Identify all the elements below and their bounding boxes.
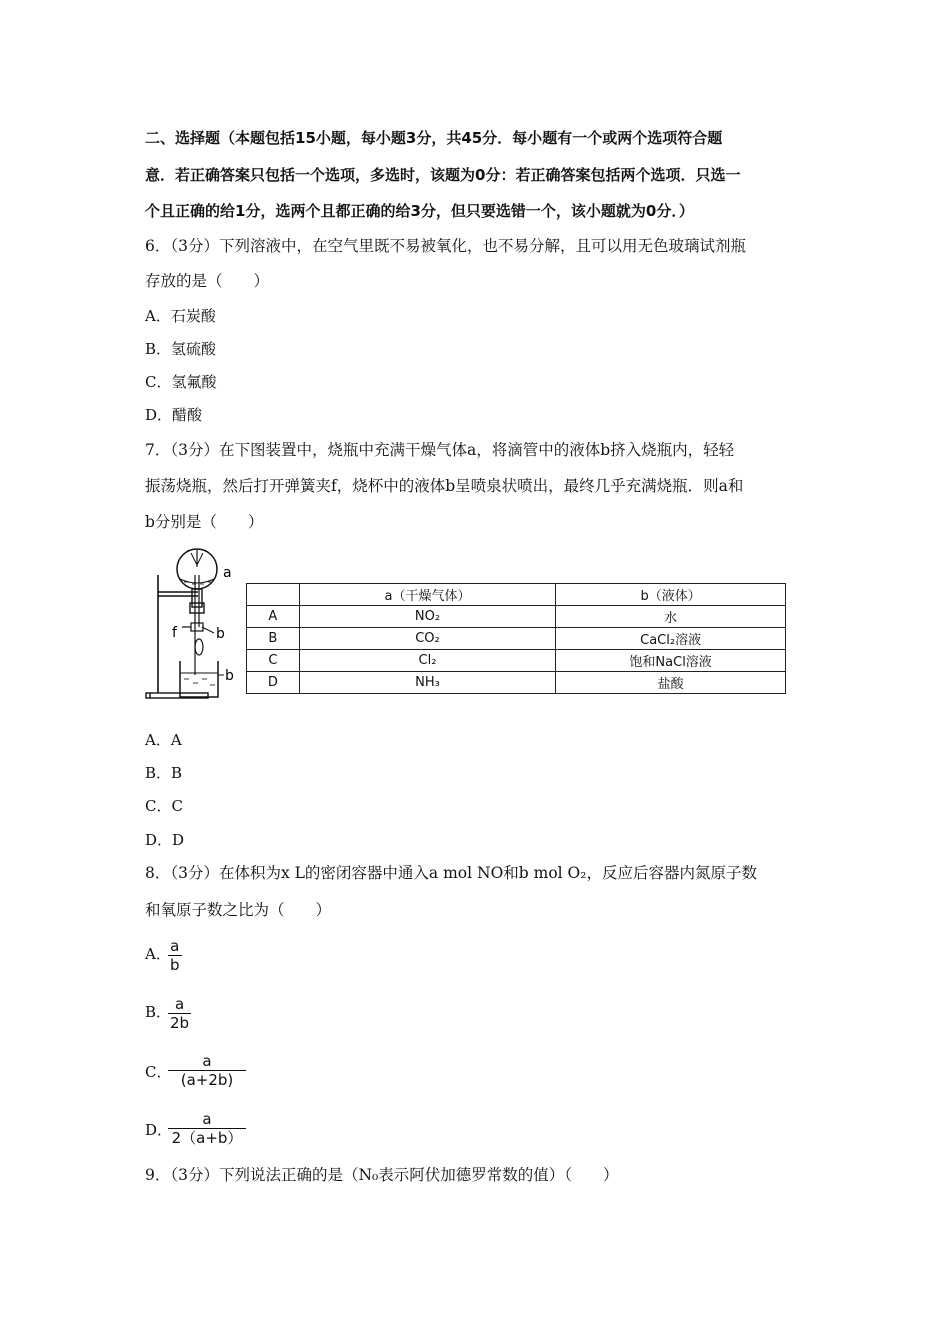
- table-cell: C: [247, 650, 300, 672]
- table-row: [247, 606, 786, 628]
- label-b-beaker: b: [225, 668, 234, 684]
- table-cell: NO₂: [299, 606, 556, 628]
- table-cell: 水: [556, 606, 786, 628]
- fraction: [168, 1110, 246, 1147]
- q6-option-c[interactable]: C．氢氟酸: [145, 373, 217, 391]
- table-cell: CO₂: [299, 628, 556, 650]
- section-heading-line-3: 个且正确的给1分，选两个且都正确的给3分，但只要选错一个，该小题就为0分．）: [145, 202, 694, 220]
- q8-stem-line-2: 和氧原子数之比为（ ）: [145, 901, 332, 919]
- table-cell: A: [247, 606, 300, 628]
- table-header-cell: a（干燥气体）: [299, 584, 556, 606]
- option-label: A．: [145, 945, 171, 963]
- table-cell: CaCl₂溶液: [556, 628, 786, 650]
- table-cell: D: [247, 672, 300, 694]
- q6-stem-line-1: 6．（3分）下列溶液中，在空气里既不易被氧化，也不易分解，且可以用无色玻璃试剂瓶: [145, 237, 746, 255]
- table-header-row: [247, 584, 786, 606]
- table-cell: 饱和NaCl溶液: [556, 650, 786, 672]
- section-heading-line-1: 二、选择题（本题包括15小题，每小题3分，共45分．每小题有一个或两个选项符合题: [145, 129, 723, 147]
- table-header-cell: b（液体）: [556, 584, 786, 606]
- table-cell: B: [247, 628, 300, 650]
- numerator: a: [202, 1110, 212, 1128]
- numerator: a: [202, 1052, 212, 1070]
- label-f: f: [172, 625, 177, 641]
- q6-stem-line-2: 存放的是（ ）: [145, 272, 270, 290]
- table-row: [247, 650, 786, 672]
- table-row: [247, 628, 786, 650]
- table-cell: Cl₂: [299, 650, 556, 672]
- section-heading-line-2: 意．若正确答案只包括一个选项，多选时，该题为0分：若正确答案包括两个选项．只选一: [145, 166, 741, 184]
- label-a: a: [223, 565, 232, 581]
- q7-stem-line-1: 7．（3分）在下图装置中，烧瓶中充满干燥气体a，将滴管中的液体b挤入烧瓶内，轻轻: [145, 441, 735, 459]
- option-label: B．: [145, 1003, 172, 1021]
- denominator: 2b: [170, 1014, 190, 1032]
- fraction: [168, 937, 182, 974]
- q7-option-b[interactable]: B．B: [145, 764, 183, 782]
- option-label: C．: [145, 1063, 172, 1081]
- denominator: 2（a+b）: [168, 1128, 246, 1147]
- q6-option-d[interactable]: D．醋酸: [145, 406, 203, 424]
- option-label: D．: [145, 1121, 173, 1139]
- q6-option-a[interactable]: A．石炭酸: [145, 307, 216, 325]
- table-header-cell: [247, 584, 300, 606]
- fountain-apparatus-diagram: [140, 545, 240, 705]
- q7-stem-line-3: b分别是（ ）: [145, 513, 264, 531]
- numerator: a: [170, 937, 180, 955]
- table-cell: NH₃: [299, 672, 556, 694]
- denominator: b: [170, 956, 180, 974]
- label-b-dropper: b: [216, 626, 225, 642]
- q7-options-table: [246, 583, 786, 694]
- fraction: [168, 1052, 246, 1089]
- denominator: (a+2b): [168, 1070, 246, 1089]
- q7-stem-line-2: 振荡烧瓶，然后打开弹簧夹f，烧杯中的液体b呈喷泉状喷出，最终几乎充满烧瓶．则a和: [145, 477, 744, 495]
- numerator: a: [174, 995, 185, 1013]
- q9-stem-line-1: 9．（3分）下列说法正确的是（N₀表示阿伏加德罗常数的值）（ ）: [145, 1166, 619, 1184]
- q8-stem-line-1: 8．（3分）在体积为x L的密闭容器中通入a mol NO和b mol O₂，反应后容器内氮原子数: [145, 864, 757, 882]
- q7-option-c[interactable]: C．C: [145, 797, 183, 815]
- q7-option-a[interactable]: A．A: [145, 731, 182, 749]
- q7-option-d[interactable]: D．D: [145, 831, 185, 849]
- table-row: [247, 672, 786, 694]
- q6-option-b[interactable]: B．氢硫酸: [145, 340, 217, 358]
- table-cell: 盐酸: [556, 672, 786, 694]
- fraction: [168, 995, 191, 1032]
